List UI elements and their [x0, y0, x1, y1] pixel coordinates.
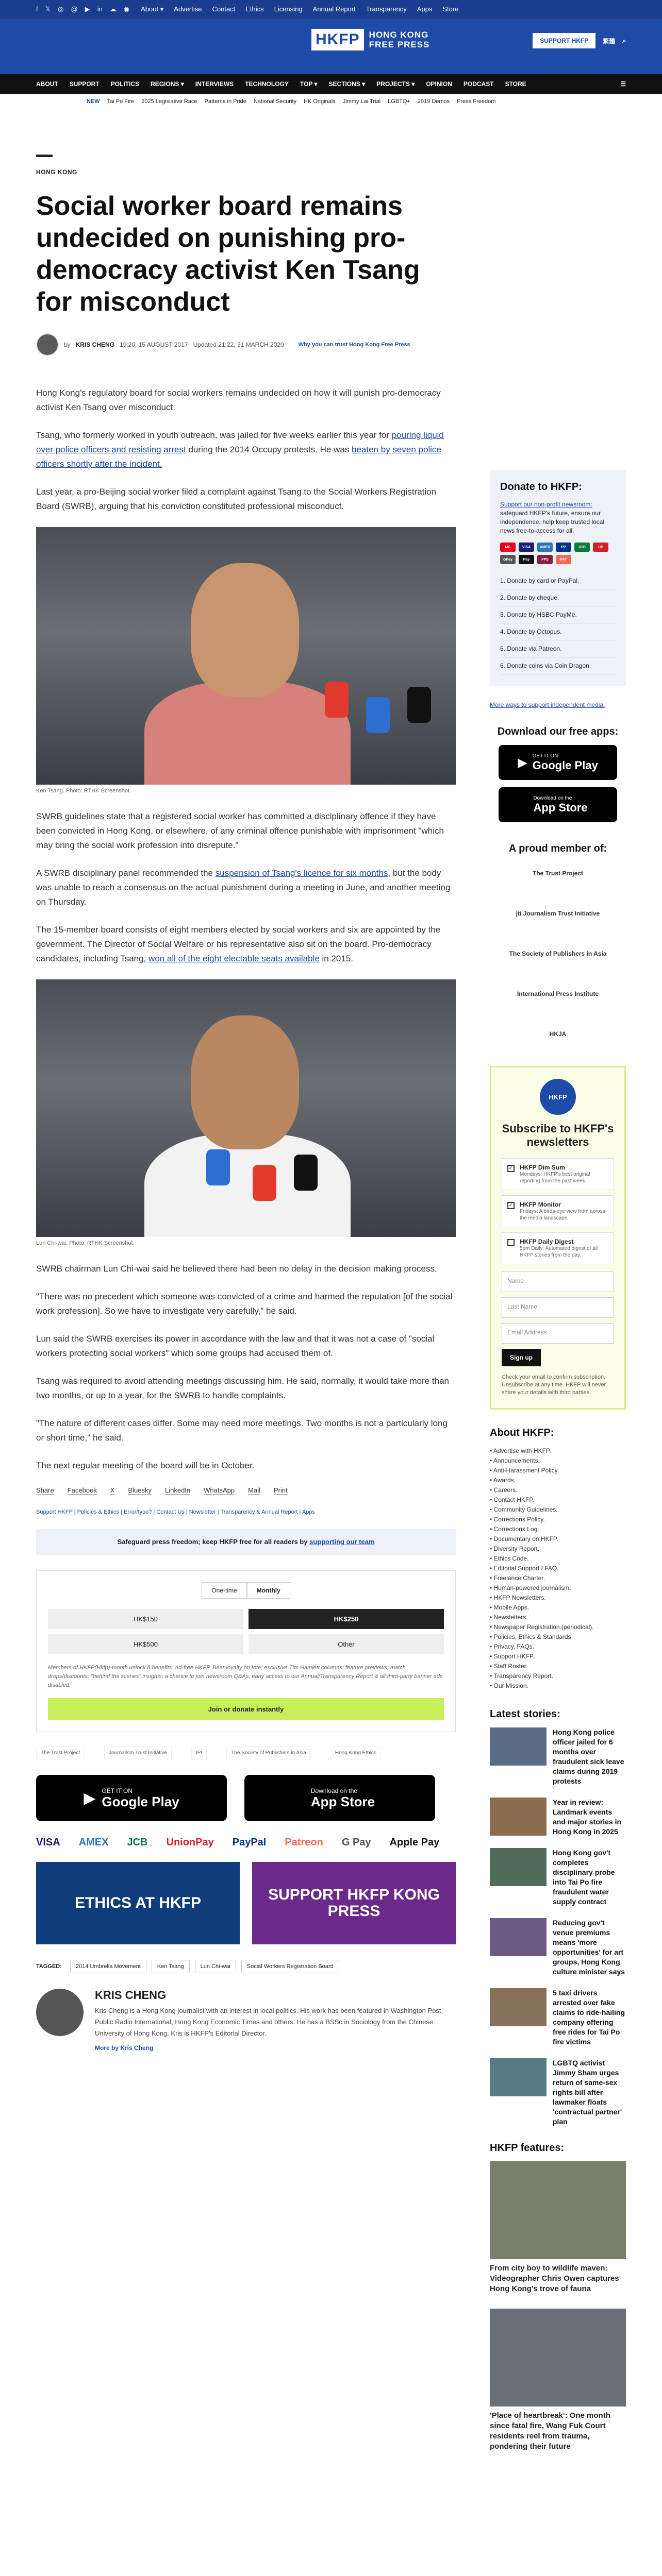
trending-link[interactable]: Press Freedom [457, 98, 496, 105]
newsletter-input[interactable]: Name [502, 1272, 614, 1292]
payment-logo: VISA [36, 1837, 60, 1848]
story-title[interactable]: Hong Kong police officer jailed for 6 months over fraudulent sick leave claims during 2019 protests [553, 1728, 624, 1785]
newsletter-desc: 5pm Daily: Automated digest of all HKFP stories from the day. [520, 1246, 598, 1258]
menu-icon[interactable]: ☰ [620, 80, 626, 88]
app-store-badge[interactable]: Download on the App Store [244, 1775, 435, 1821]
story-thumbnail [490, 1727, 547, 1766]
newsletter-title: Subscribe to HKFP's newsletters [502, 1122, 614, 1148]
story-thumbnail [490, 1848, 547, 1886]
share-button[interactable]: X [110, 1486, 115, 1494]
share-button[interactable]: Print [273, 1486, 288, 1494]
latest-story[interactable] [490, 1848, 626, 1907]
card-logo: PAT [556, 555, 571, 564]
newsletter-desc: Fridays: A birds-eye view from across the media landscape. [520, 1209, 605, 1221]
donate-method-link[interactable]: 1. Donate by card or PayPal. [500, 572, 616, 589]
trending-link[interactable]: HK Originals [303, 98, 336, 105]
top-links [141, 5, 458, 13]
trending-link[interactable]: 2025 Legislative Race [141, 98, 197, 105]
payment-logo: UnionPay [166, 1837, 214, 1848]
latest-story[interactable] [490, 2058, 626, 2127]
amount-option-other[interactable]: Other [249, 1634, 444, 1654]
tags-label: TAGGED: [36, 1963, 62, 1970]
paragraph: Lun said the SWRB exercises its power in accordance with the law and that it was not a case of "social workers protecting social workers" which some groups had accused them of. [36, 1334, 435, 1358]
paragraph: Tsang was required to avoid attending meetings discussing him. He said, normally, it would take more than two months, or up to a year, for the SWRB to handle complaints. [36, 1376, 449, 1400]
tag-link[interactable]: Ken Tsang [152, 1960, 190, 1973]
rss-icon[interactable]: ◉ [123, 5, 130, 13]
latest-story[interactable] [490, 1988, 626, 2047]
support-hkfp-button[interactable]: SUPPORT HKFP [533, 33, 595, 48]
one-time-tab[interactable]: One-time [202, 1582, 246, 1599]
main-nav [0, 74, 662, 94]
join-donate-button[interactable]: Join or donate instantly [48, 1698, 444, 1720]
nav-item[interactable]: SECTIONS ▾ [328, 80, 366, 88]
amount-option[interactable]: HK$500 [48, 1634, 243, 1654]
bluesky-icon[interactable]: ☁ [109, 5, 117, 13]
top-link[interactable]: Apps [417, 5, 433, 13]
facebook-icon[interactable]: f [36, 5, 38, 13]
newsletter-checkbox[interactable]: ✓ [507, 1202, 515, 1209]
newsletter-option[interactable] [502, 1232, 614, 1264]
nav-item[interactable]: INTERVIEWS [195, 80, 234, 88]
about-link[interactable]: • HKFP Newsletters. [490, 1594, 546, 1601]
feature-title[interactable]: 'Place of heartbreak': One month since fatal fire, Wang Fuk Court residents reel from trauma, pondering their future [490, 2411, 610, 2451]
author-bio: Kris Cheng is a Hong Kong journalist with an interest in local politics. His work has been featured in Washington Post, Public Radio International, Hong Kong Economic Times and others. He has a BSSc in Sociology from the Chinese University of Hong Kong. Kris is HKFP's Editorial Director. [95, 2007, 443, 2037]
youtube-icon[interactable]: ▶ [85, 5, 90, 13]
about-link[interactable]: • Careers. [490, 1486, 518, 1494]
about-link[interactable]: • Advertise with HKFP. [490, 1447, 551, 1454]
member-logo[interactable]: International Press Institute [517, 990, 599, 997]
feature-title[interactable]: From city boy to wildlife maven: Videographer Chris Owen captures Hong Kong's trove of fauna [490, 2264, 619, 2293]
about-link[interactable]: • Our Mission. [490, 1682, 528, 1689]
about-link[interactable]: • Announcements. [490, 1457, 540, 1464]
top-link[interactable]: Licensing [274, 5, 303, 13]
share-button[interactable]: Facebook [67, 1486, 97, 1494]
paragraph: SWRB chairman Lun Chi-wai said he believed there had been no delay in the decision making process. [36, 1264, 437, 1274]
x-icon[interactable]: 𝕏 [45, 5, 51, 13]
tag-link[interactable]: Lun Chi-wai [195, 1960, 236, 1973]
latest-title: Latest stories: [490, 1708, 560, 1720]
about-link[interactable]: • Contact HKFP. [490, 1496, 535, 1503]
story-title[interactable]: Hong Kong gov't completes disciplinary probe into Tai Po fire fraudulent water supply contract [553, 1849, 615, 1906]
partner-logo[interactable]: Journalism Trust Initiative [104, 1747, 172, 1759]
newsletter-checkbox[interactable]: ✓ [507, 1165, 515, 1172]
byline [36, 333, 456, 356]
payment-logo: AMEX [78, 1837, 109, 1848]
trending-link[interactable]: LGBTQ+ [388, 98, 410, 105]
newsletter-name: HKFP Dim Sum [520, 1164, 565, 1171]
newsletter-disclaimer: Check your email to confirm subscription. Unsubscribe at any time. HKFP will never share your details with third parties. [502, 1374, 606, 1396]
nonprofit-link[interactable]: Support our non-profit newsroom: [500, 501, 592, 508]
trending-link[interactable]: Jimmy Lai Trial [342, 98, 381, 105]
about-link[interactable]: • Diversity Report. [490, 1545, 540, 1552]
about-link[interactable]: • Human-powered journalism. [490, 1584, 571, 1591]
app-store-badges [36, 1775, 456, 1821]
newsletter-option[interactable] [502, 1195, 614, 1227]
article [36, 155, 456, 2052]
trending-link[interactable]: Patterns in Pride [204, 98, 246, 105]
about-link[interactable]: • Anti-Harassment Policy. [490, 1467, 559, 1474]
about-link[interactable]: • Freelance Charter. [490, 1574, 545, 1582]
partner-logos [36, 1747, 456, 1759]
member-logos [490, 862, 626, 1045]
about-link[interactable]: • Transparency Report. [490, 1672, 553, 1680]
author-name[interactable]: KRIS CHENG [95, 1989, 167, 2002]
author-box [36, 1989, 456, 2052]
paragraph: The next regular meeting of the board will be in October. [36, 1461, 255, 1470]
more-ways-link[interactable]: More ways to support independent media. [490, 701, 605, 708]
article-category[interactable]: HONG KONG [36, 168, 77, 176]
feature-image [490, 2161, 626, 2259]
member-logo[interactable]: The Trust Project [532, 870, 584, 877]
top-link[interactable]: Contact [212, 5, 236, 13]
nav-item[interactable]: TOP ▾ [300, 80, 318, 88]
about-link[interactable]: • Awards. [490, 1477, 516, 1484]
updated-date: Updated 21:22, 31 MARCH 2020 [193, 341, 284, 348]
language-switch[interactable]: 繁體 [603, 37, 616, 45]
donation-form [36, 1570, 456, 1732]
linkedin-icon[interactable]: in [97, 5, 103, 13]
story-title[interactable]: LGBTQ activist Jimmy Sham urges return of same-sex rights bill after lawmaker floats 'contractual partner' plan [553, 2059, 622, 2126]
partner-logo[interactable]: The Society of Publishers in Asia [226, 1747, 311, 1759]
logo-box: HKFP [311, 29, 364, 50]
story-thumbnail [490, 1918, 547, 1956]
sidebar-google-play[interactable]: ▶ GET IT ON Google Play [499, 745, 617, 780]
nav-item[interactable]: STORE [505, 80, 526, 88]
member-logo[interactable]: HKJA [549, 1030, 567, 1038]
donate-title: Donate to HKFP: [500, 481, 582, 493]
card-logo: GPay [500, 555, 516, 564]
nav-item[interactable]: REGIONS ▾ [151, 80, 184, 88]
share-button[interactable]: WhatsApp [204, 1486, 235, 1494]
member-logo[interactable]: The Society of Publishers in Asia [509, 950, 607, 957]
paragraph: Hong Kong's regulatory board for social workers remains undecided on how it will punish pro-democracy activist Ken Tsang over misconduct. [36, 388, 441, 412]
site-header [0, 19, 662, 74]
latest-story[interactable] [490, 1798, 626, 1837]
latest-story[interactable] [490, 1918, 626, 1977]
share-bar [36, 1486, 456, 1495]
card-logo: FPS [537, 555, 553, 564]
support-team-link[interactable]: supporting our team [309, 1538, 375, 1546]
share-label: Share [36, 1486, 54, 1494]
tag-link[interactable]: 2014 Umbrella Movement [70, 1960, 146, 1973]
tag-link[interactable]: Social Workers Registration Board [241, 1960, 339, 1973]
payment-logo: PayPal [232, 1837, 267, 1848]
newsletter-option[interactable] [502, 1158, 614, 1190]
newsletter-logo: HKFP [540, 1079, 576, 1115]
features-list [490, 2161, 626, 2452]
story-thumbnail [490, 1798, 547, 1836]
newsletter-name: HKFP Monitor [520, 1201, 561, 1208]
photo-caption: Lun Chi-wai. Photo: RTHK Screenshot. [36, 1240, 135, 1246]
paragraph: "The nature of different cases differ. Some may need more meetings. Two months is not a particularly long or short time," he said. [36, 1418, 448, 1443]
latest-story[interactable] [490, 1727, 626, 1786]
payment-logo: Apple Pay [389, 1837, 440, 1848]
card-logos [500, 543, 616, 564]
donate-method-link[interactable]: 2. Donate by cheque. [500, 589, 616, 606]
inline-link[interactable]: beaten by seven police officers shortly after the incident. [36, 445, 441, 469]
top-link[interactable]: About ▾ [141, 5, 164, 13]
card-logo: AMEX [537, 543, 553, 552]
newsletter-desc: Mondays: HKFP's best original reporting from the past week. [520, 1172, 590, 1184]
story-title[interactable]: 5 taxi drivers arrested over fake claims to ride-hailing company offering free rides for Tai Po fire victims [553, 1989, 625, 2046]
feature-image [490, 2309, 626, 2406]
byline-author[interactable]: KRIS CHENG [75, 341, 115, 348]
card-logo: JCB [574, 543, 590, 552]
social-icons [36, 5, 129, 13]
paragraph: Tsang, who formerly worked in youth outreach, was jailed for five weeks earlier this year for pouring liquid over police officers and resisting arrest during the 2014 Occupy protests. He was beaten by seven police officers shortly after the incident. [36, 430, 444, 469]
support-banner[interactable]: SUPPORT HKFP KONG PRESS [252, 1862, 456, 1944]
author-photo [36, 1989, 84, 2036]
article-title: Social worker board remains undecided on punishing pro-democracy activist Ken Tsang for misconduct [36, 191, 420, 317]
top-link[interactable]: Advertise [174, 5, 202, 13]
category-rule [36, 155, 53, 157]
sidebar [490, 470, 626, 2466]
about-link[interactable]: • Corrections Log. [490, 1526, 539, 1533]
logo-line-2: FREE PRESS [369, 40, 430, 49]
about-link[interactable]: • Ethics Code. [490, 1555, 529, 1562]
article-photo-ken-tsang [36, 527, 456, 785]
top-link[interactable]: Store [442, 5, 459, 13]
card-logo: UP [593, 543, 608, 552]
amount-option-selected[interactable]: HK$250 [249, 1609, 444, 1629]
about-title: About HKFP: [490, 1427, 554, 1438]
top-link[interactable]: Ethics [245, 5, 264, 13]
donate-method-link[interactable]: 3. Donate by HSBC PayMe. [500, 606, 616, 623]
share-button[interactable]: Mail [248, 1486, 260, 1494]
article-tags [36, 1960, 456, 1973]
donate-method-link[interactable]: 5. Donate via Patreon. [500, 640, 616, 657]
ethics-banner[interactable]: ETHICS AT HKFP [36, 1862, 240, 1944]
inline-link[interactable]: won all of the eight electable seats available [148, 954, 320, 963]
partner-logo[interactable]: The Trust Project [36, 1747, 85, 1759]
membership-note: Members of HKFP(Hkfp)-month unlock 8 benefits: Ad-free HKFP. Bear loyalty on tote; exclusive Tim Hamlett columns; feature previews; match drops/discounts; "behind the scenes" insights; a chance to join newsroom Q&As; early access to our Annual/Transparency Report & all third-party banner ads disabled. [48, 1665, 443, 1688]
paragraph: A SWRB disciplinary panel recommended the suspension of Tsang's licence for six months, but the body was unable to reach a consensus on the actual punishment during a meeting in June, and another meeting on Thursday. [36, 868, 451, 907]
about-link[interactable]: • Corrections Policy. [490, 1516, 545, 1523]
safeguard-banner: Safeguard press freedom; keep HKFP free for all readers by supporting our team [36, 1529, 456, 1555]
search-icon[interactable]: ⌕ [622, 37, 626, 44]
top-utility-bar [0, 0, 662, 19]
nav-item[interactable]: POLITICS [110, 80, 140, 88]
donate-method-link[interactable]: 4. Donate by Octopus. [500, 623, 616, 640]
monthly-tab[interactable]: Monthly [247, 1582, 290, 1599]
payment-logo: JCB [127, 1837, 148, 1848]
author-avatar [36, 333, 59, 356]
donate-methods [500, 572, 616, 674]
about-link[interactable]: • Documentary on HKFP. [490, 1535, 558, 1543]
inline-link[interactable]: suspension of Tsang's licence for six months [215, 868, 388, 878]
signup-button[interactable]: Sign up [502, 1349, 541, 1366]
partner-logo[interactable]: Hong Kong Ethics [330, 1747, 381, 1759]
nav-item[interactable]: PODCAST [463, 80, 494, 88]
paragraph: "There was no precedent which someone was convicted of a crime and harmed the reputation [of the social work profession]. So we have to investigate very carefully," he said. [36, 1292, 453, 1316]
logo-line-1: HONG KONG [369, 30, 429, 40]
newsletter-input[interactable]: Last Name [502, 1297, 614, 1318]
features-title: HKFP features: [490, 2142, 565, 2154]
card-logo: MC [500, 543, 516, 552]
top-link[interactable]: Annual Report [312, 5, 356, 13]
paragraph: Last year, a pro-Beijing social worker filed a complaint against Tsang to the Social Workers Registration Board (SWRB), arguing that his conviction constituted professional misconduct. [36, 487, 437, 511]
threads-icon[interactable]: @ [71, 5, 78, 13]
amount-option[interactable]: HK$150 [48, 1609, 243, 1629]
about-link[interactable]: • Community Guidelines. [490, 1506, 558, 1513]
about-link[interactable]: • Newsletters. [490, 1614, 528, 1621]
byline-by: by [64, 341, 71, 348]
apps-title: Download our free apps: [497, 726, 619, 737]
partner-logo[interactable]: IPI [191, 1747, 207, 1759]
play-icon: ▶ [84, 1789, 96, 1807]
trust-link[interactable]: Why you can trust Hong Kong Free Press [298, 342, 410, 348]
support-links[interactable]: Support HKFP | Policies & Ethics | Error/typo? | Contact Us | Newsletter | Transparency & Annual Report | Apps [36, 1509, 315, 1515]
article-photo-lun-chi-wai [36, 979, 456, 1237]
donate-widget: Donate to HKFP: Support our non-profit newsroom: safeguard HKFP's future, ensure our independence, help keep trusted local news free-to-access for all. MC VISA AMEX PP JCB UP GPay Pay FPS PAT 1. Donate by card or PayPal. 2. Donate by cheque. 3. Donate by HSBC PayMe. 4. Donate by Octopus. 5. Donate via Patreon. 6. Donate coins via Coin Dragon. [490, 470, 626, 686]
newsletter-signup [490, 1066, 626, 1410]
inline-link[interactable]: pouring liquid over police officers and resisting arrest [36, 430, 444, 454]
donate-method-link[interactable]: 6. Donate coins via Coin Dragon. [500, 657, 616, 674]
payment-logos [36, 1837, 456, 1849]
instagram-icon[interactable]: ◎ [58, 5, 64, 13]
about-link[interactable]: • Staff Roster. [490, 1663, 528, 1670]
nav-item[interactable]: OPINION [426, 80, 452, 88]
promo-banners [36, 1862, 456, 1944]
nav-item[interactable]: PROJECTS ▾ [376, 80, 415, 88]
about-link[interactable]: • Editorial Support / FAQ. [490, 1565, 559, 1572]
top-link[interactable]: Transparency [366, 5, 407, 13]
newsletter-name: HKFP Daily Digest [520, 1238, 574, 1245]
photo-caption: Ken Tsang. Photo: RTHK Screenshot. [36, 788, 131, 794]
publish-date: 19:20, 15 AUGUST 2017 [120, 341, 188, 348]
story-thumbnail [490, 1988, 547, 2026]
story-thumbnail [490, 2058, 547, 2096]
nav-item[interactable]: ABOUT [36, 80, 58, 88]
about-link[interactable]: • Newspaper Registration (periodical). [490, 1623, 594, 1631]
nav-item[interactable]: TECHNOLOGY [245, 80, 289, 88]
card-logo: PP [556, 543, 571, 552]
trending-link[interactable]: 2019 Demos [417, 98, 450, 105]
trending-bar [0, 94, 662, 109]
trending-link[interactable]: Tai Po Fire [107, 98, 135, 105]
google-play-badge[interactable]: ▶ GET IT ON Google Play [36, 1775, 227, 1821]
payment-logo: G Pay [341, 1837, 371, 1848]
card-logo: VISA [519, 543, 534, 552]
trending-label: NEW [87, 98, 100, 105]
paragraph: SWRB guidelines state that a registered social worker has committed a disciplinary offence if they have been convicted in Hong Kong, or elsewhere, of any criminal offence punishable with imprisonment "which may bring the social work profession into disrepute." [36, 811, 444, 850]
member-title: A proud member of: [508, 843, 607, 854]
about-link[interactable]: • Mobile Apps. [490, 1604, 529, 1611]
about-link[interactable]: • Policies, Ethics & Standards. [490, 1633, 573, 1640]
about-list [490, 1446, 626, 1691]
sidebar-app-store[interactable]: Download on the App Store [499, 787, 617, 822]
story-title[interactable]: Reducing gov't venue premiums means 'more opportunities' for art groups, Hong Kong culture minister says [553, 1919, 625, 1976]
nav-item[interactable]: SUPPORT [69, 80, 100, 88]
story-title[interactable]: Year in review: Landmark events and major stories in Hong Kong in 2025 [553, 1798, 622, 1836]
more-by-author-link[interactable]: More by Kris Cheng [95, 2044, 154, 2052]
share-button[interactable]: Bluesky [128, 1486, 152, 1494]
member-logo[interactable]: jti Journalism Trust Initiative [516, 910, 600, 917]
about-link[interactable]: • Privacy, FAQs. [490, 1643, 534, 1650]
latest-list [490, 1727, 626, 2127]
about-link[interactable]: • Support HKFP. [490, 1653, 535, 1660]
paragraph: The 15-member board consists of eight members elected by social workers and six are appointed by the government. The Director of Social Welfare or his representative also sit on the board. Pro-democracy candidates, including Tsang, won all of the eight electable seats available in 2015. [36, 925, 441, 963]
newsletter-checkbox[interactable] [507, 1239, 515, 1246]
share-button[interactable]: LinkedIn [165, 1486, 191, 1494]
trending-link[interactable]: National Security [253, 98, 296, 105]
hkfp-logo[interactable] [311, 29, 429, 50]
card-logo: Pay [519, 555, 534, 564]
newsletter-input[interactable]: Email Address [502, 1323, 614, 1344]
payment-logo: Patreon [285, 1837, 323, 1848]
